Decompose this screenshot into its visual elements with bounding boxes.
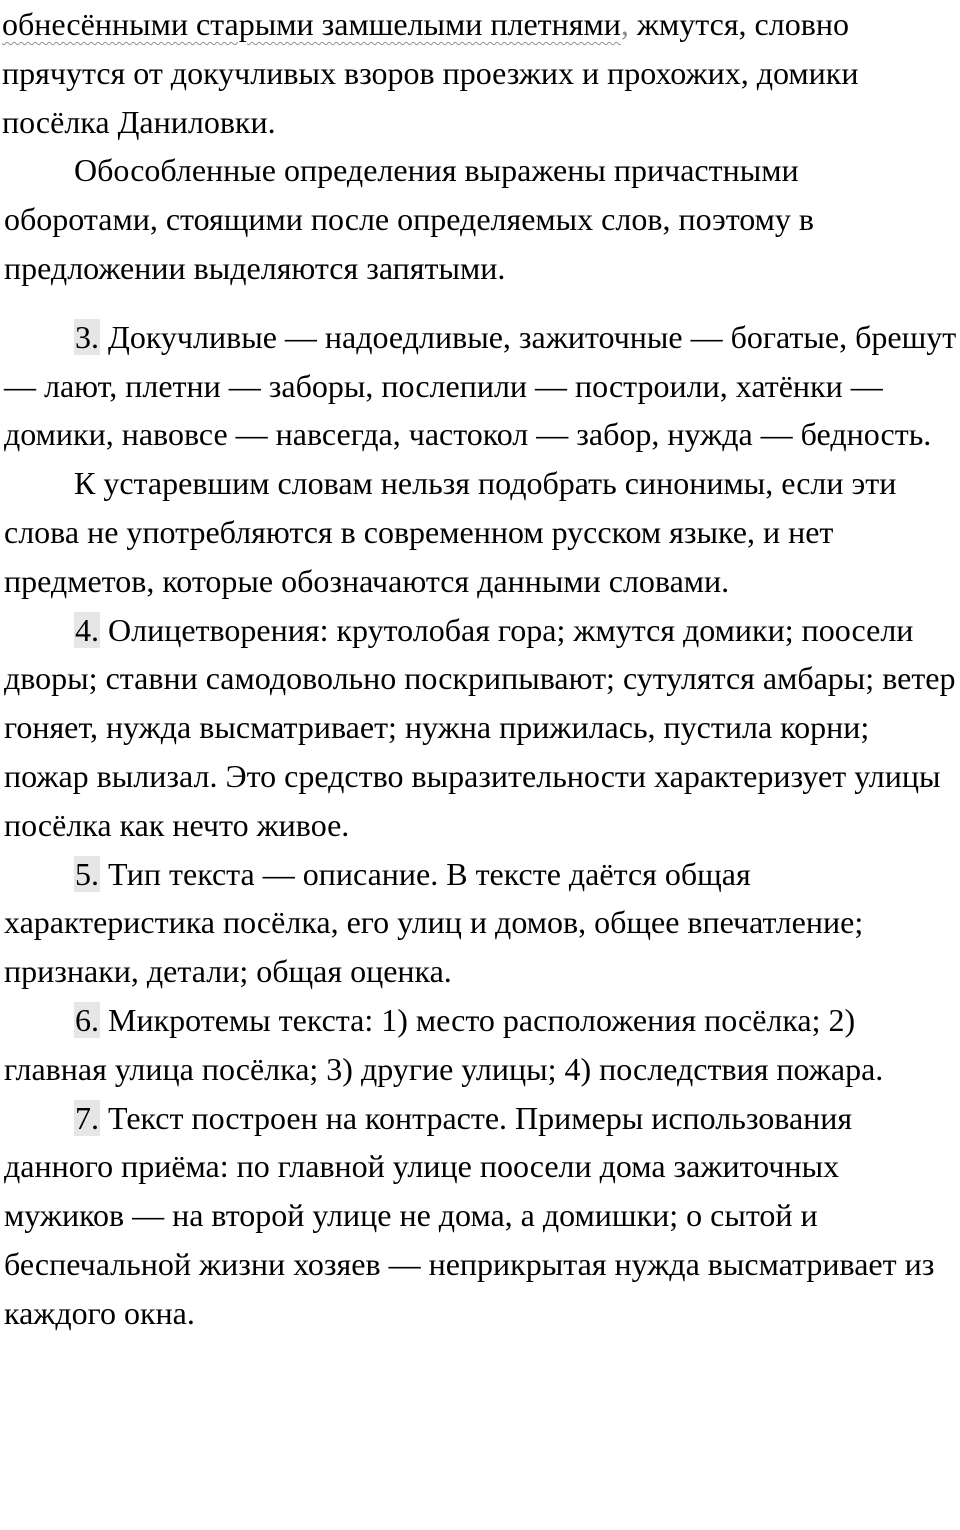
answer-5: [0, 850, 960, 996]
answer-number: 6.: [75, 1001, 99, 1038]
paragraph-explanation: [0, 146, 960, 292]
answer-7: [0, 1094, 960, 1338]
answer-4: [0, 606, 960, 850]
highlighted-comma: ,: [620, 6, 629, 42]
paragraph-text: Олицетворения: крутолобая гора; жмутся домики; поосели дворы; ставни самодовольно поскрипывают; сутулятся амбары; ветер гоняет, нужда высматривает; нужна прижилась, пустила корни; пожар вылизал. Это средство выразительности характеризует улицы посёлка как нечто живое.: [4, 611, 956, 843]
underlined-phrase: обнесёнными старыми замшелыми плетнями: [2, 6, 621, 42]
answer-3: [0, 313, 960, 459]
paragraph-intro: [0, 0, 960, 146]
answer-6: [0, 996, 960, 1094]
paragraph-text: Текст построен на контрасте. Примеры использования данного приёма: по главной улице поосели дома зажиточных мужиков — на второй улице не дома, а домишки; о сытой и беспечальной жизни хозяев — неприкрытая нужда высматривает из каждого окна.: [4, 1099, 935, 1331]
paragraph-text: Докучливые — надоедливые, зажиточные — богатые, брешут — лают, плетни — заборы, послепили — построили, хатёнки — домики, навовсе — навсегда, частокол — забор, нужда — бедность.: [4, 318, 957, 453]
paragraph-text: Тип текста — описание. В тексте даётся общая характеристика посёлка, его улиц и домов, общее впечатление; признаки, детали; общая оценка.: [4, 855, 864, 990]
paragraph-archaisms: [0, 459, 960, 605]
paragraph-gap: [0, 293, 960, 313]
paragraph-text: Обособленные определения выражены причастными оборотами, стоящими после определяемых слов, поэтому в предложении выделяются запятыми.: [4, 152, 814, 286]
paragraph-text: К устаревшим словам нельзя подобрать синонимы, если эти слова не употребляются в современном русском языке, и нет предметов, которые обозначаются данными словами.: [4, 465, 897, 599]
answer-number: 3.: [75, 318, 99, 355]
answer-number: 5.: [75, 855, 99, 892]
answer-number: 7.: [75, 1099, 99, 1136]
paragraph-text: жмутся, словно прячутся от докучливых взоров проезжих и прохожих, домики посёлка Даниловки.: [2, 6, 859, 140]
paragraph-text: Микротемы текста: 1) место расположения посёлка; 2) главная улица посёлка; 3) другие улицы; 4) последствия пожара.: [4, 1001, 884, 1087]
answer-number: 4.: [75, 611, 99, 648]
